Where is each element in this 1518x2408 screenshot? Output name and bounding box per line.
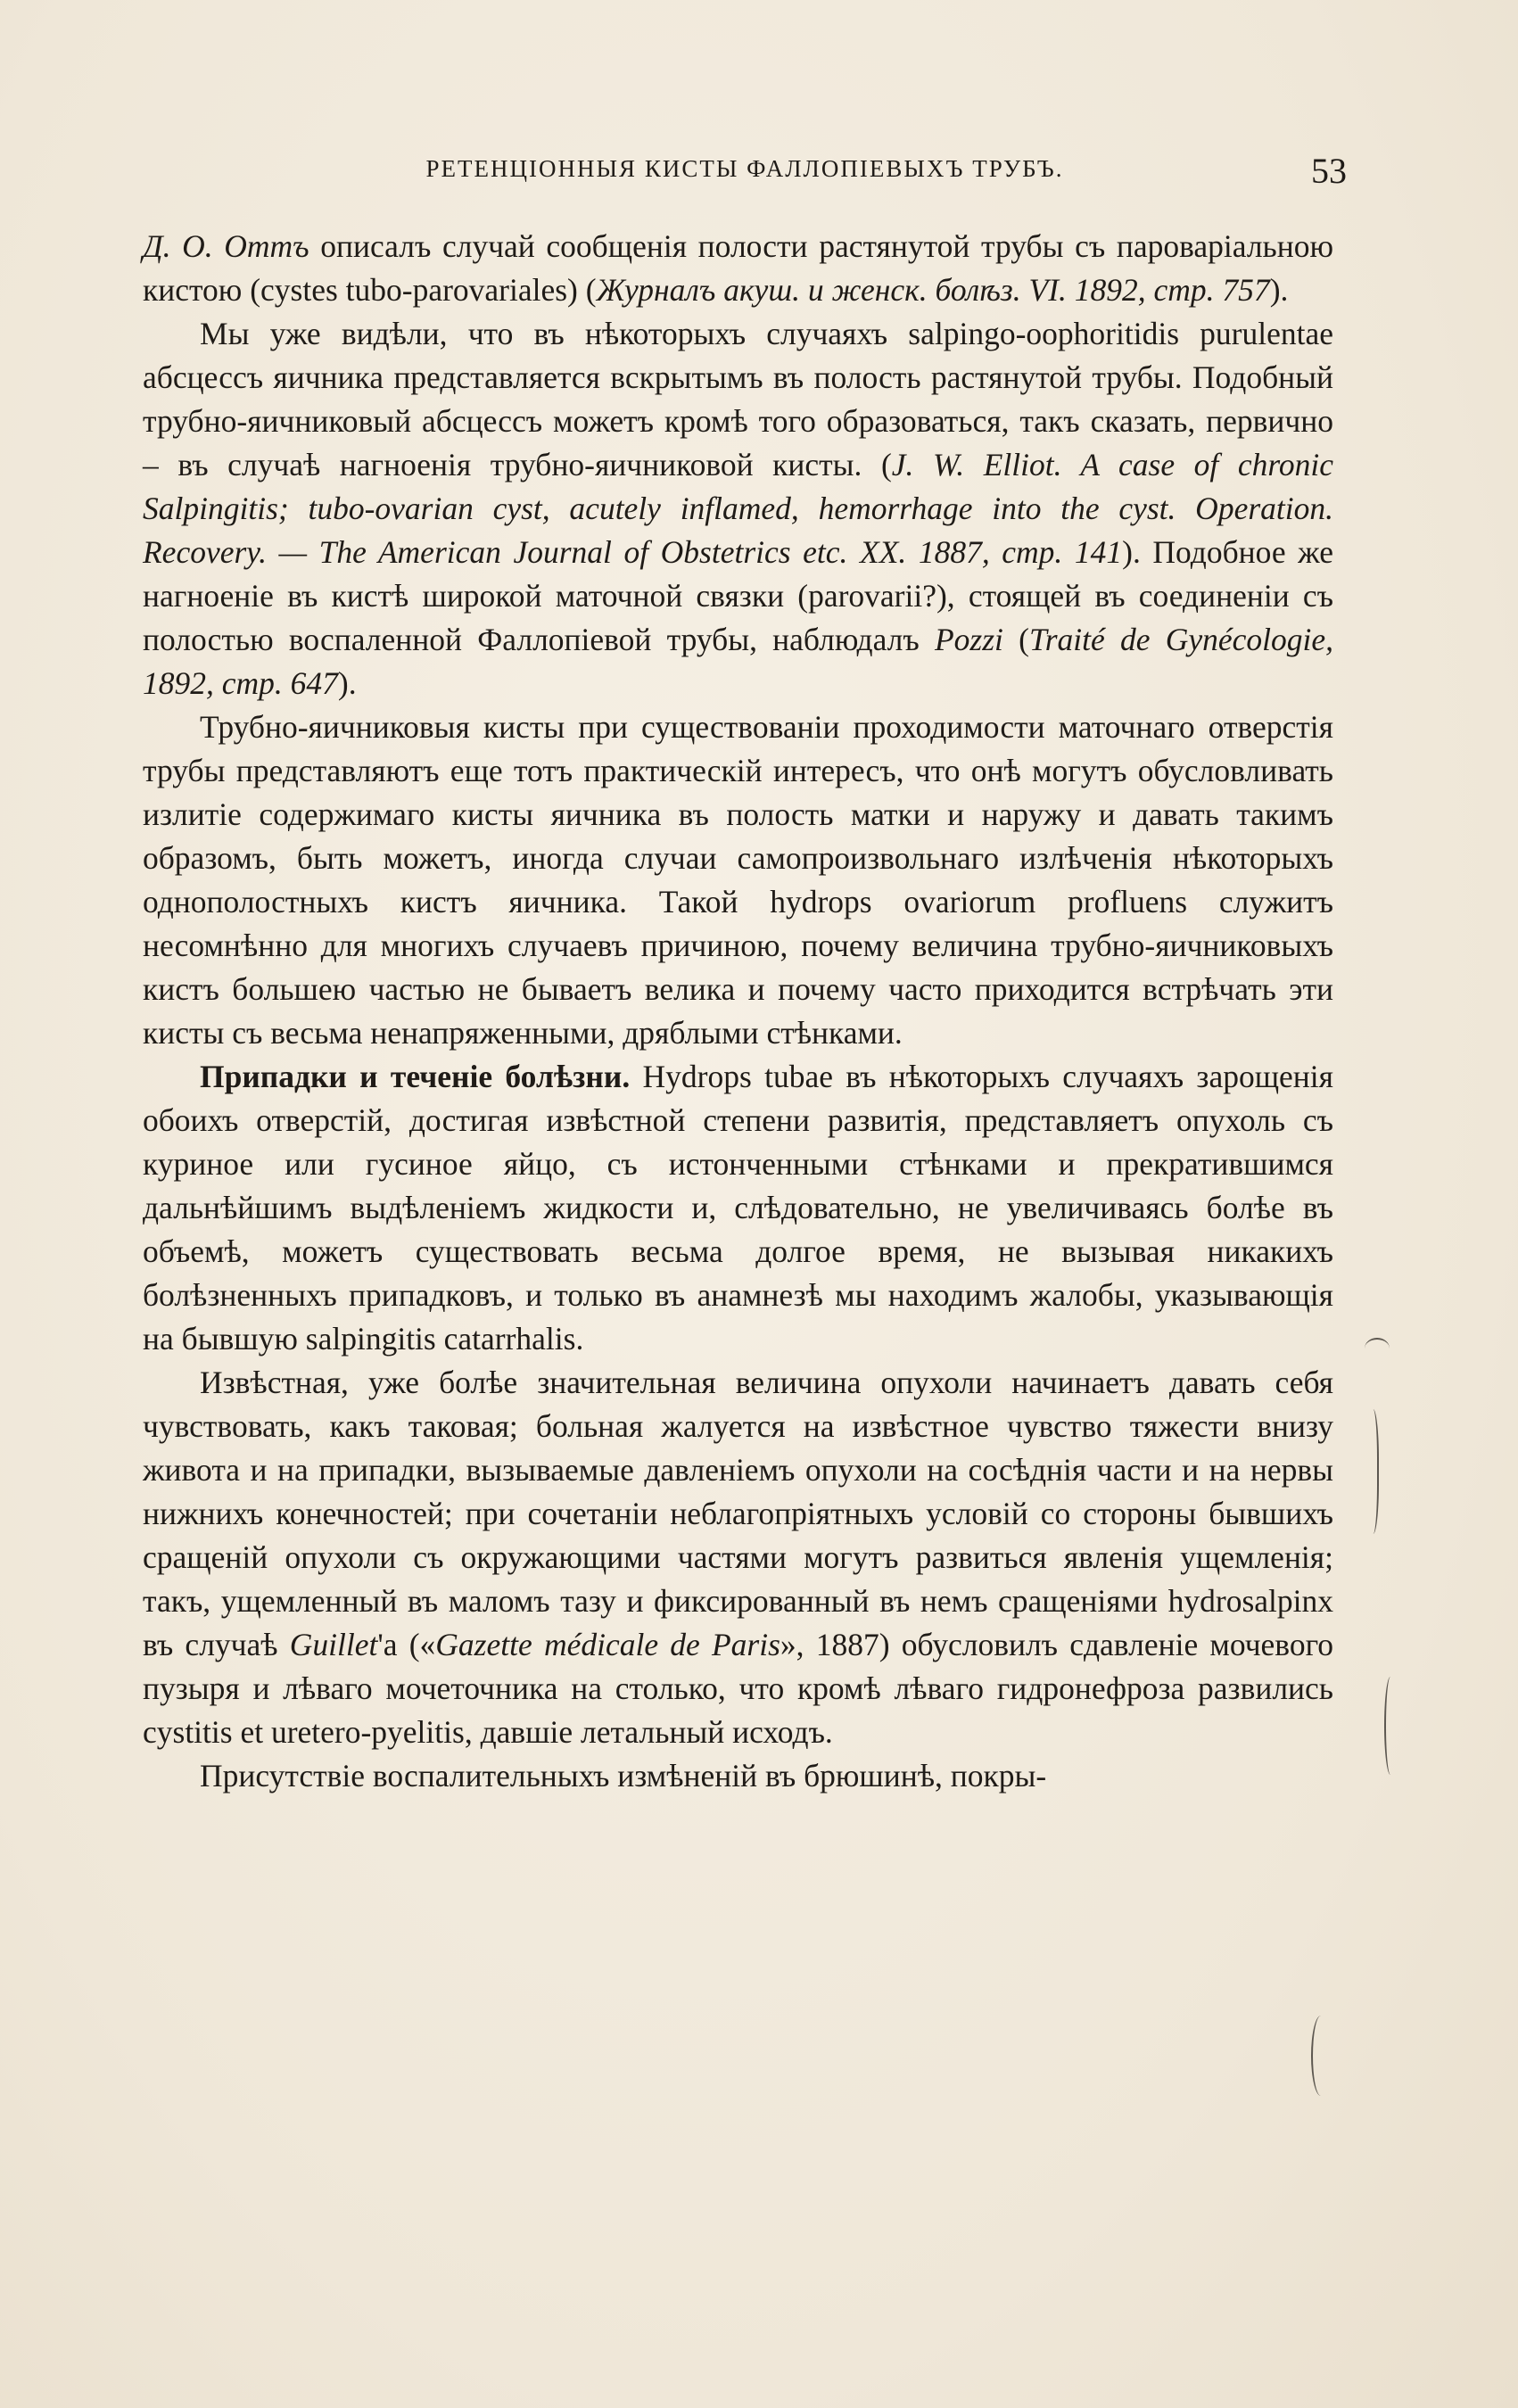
italic-citation: Guillet (289, 1627, 378, 1662)
italic-citation: Журналъ акуш. и женск. болѣз. VI. 1892, стр. 757 (596, 272, 1270, 308)
text-segment: Извѣстная, уже болѣе значительная величина опухоли начинаетъ давать себя чувствовать, какъ таковая; больная жалуется на извѣстное чувство тяжести внизу живота и на припадки, вызываемые давленіемъ опухоли на сосѣднія части и на нервы нижнихъ конечностей; при сочетаніи неблагопріятныхъ условій со стороны бывшихъ сращеній опухоли съ окружающими частями могутъ развиться явленія ущемленія; такъ, ущемленный въ маломъ тазу и фиксированный въ немъ сращеніями hydrosalpinx въ случаѣ (143, 1365, 1333, 1662)
text-segment: Присутствіе воспалительныхъ измѣненій въ брюшинѣ, покры- (200, 1758, 1047, 1794)
text-segment: 'а (« (377, 1627, 436, 1662)
italic-citation: Traité de Gynécologie, 1892, стр. 647 (143, 622, 1333, 701)
body-text (143, 225, 1333, 1798)
italic-citation: Д. О. Оттъ (143, 228, 309, 264)
paragraph (143, 1361, 1333, 1754)
text-segment: ). (337, 665, 357, 701)
italic-citation: Gazette médicale de Paris (435, 1627, 780, 1662)
pencil-margin-mark (1365, 1409, 1379, 1534)
text-segment: ( (1002, 622, 1029, 657)
section-heading: Припадки и теченіе болѣзни. (200, 1059, 631, 1094)
running-head (143, 150, 1347, 194)
pencil-margin-mark (1365, 1338, 1390, 1359)
text-segment: ). (1269, 272, 1289, 308)
text-segment: описалъ случай сообщенія полости растянутой трубы съ пароваріальною кистою (cystes tubo-parovariales) ( (143, 228, 1333, 308)
paragraph (143, 1754, 1333, 1798)
italic-citation: Pozzi (934, 622, 1003, 657)
text-segment: », 1887) обусловилъ сдавленіе мочевого пузыря и лѣваго мочеточника на столько, что кромѣ лѣваго гидронефроза развились cystitis et uretero-pyelitis, давшіе летальный исходъ. (143, 1627, 1334, 1750)
paragraph (143, 225, 1333, 312)
pencil-margin-mark (1384, 1677, 1397, 1775)
paragraph (143, 705, 1333, 1055)
page-number: 53 (1311, 151, 1347, 191)
italic-citation: J. W. Elliot. A case of chronic Salpingitis; tubo-ovarian cyst, acutely inflamed, hemorrhage into the cyst. Operation. Recovery. — The American Journal of Obstetrics etc. XX. 1887, стр. 141 (143, 447, 1333, 570)
paragraph (143, 1055, 1333, 1361)
running-title: РЕТЕНЦІОННЫЯ КИСТЫ ФАЛЛОПІЕВЫХЪ ТРУБЪ. (425, 155, 1064, 182)
text-segment: Мы уже видѣли, что въ нѣкоторыхъ случаяхъ salpingo-oophoritidis purulentae абсцессъ яичника представляется вскрытымъ въ полость растянутой трубы. Подобный трубно-яичниковый абсцессъ можетъ кромѣ того образоваться, такъ сказать, первично – въ случаѣ нагноенія трубно-яичниковой кисты. ( (143, 316, 1333, 482)
pencil-margin-mark (1311, 2016, 1331, 2096)
paragraph (143, 312, 1333, 705)
text-segment: ). Подобное же нагноеніе въ кистѣ широкой маточной связки (parovarii?), стоящей въ соединеніи съ полостью воспаленной Фаллопіевой трубы, наблюдалъ (143, 534, 1333, 657)
text-segment: Hydrops tubae въ нѣкоторыхъ случаяхъ зарощенія обоихъ отверстій, достигая извѣстной степени развитія, представляетъ опухоль съ куриное или гусиное яйцо, съ истонченными стѣнками и прекратившимся дальнѣйшимъ выдѣленіемъ жидкости и, слѣдовательно, не увеличиваясь болѣе въ объемѣ, можетъ существовать весьма долгое время, не вызывая никакихъ болѣзненныхъ припадковъ, и только въ анамнезѣ мы находимъ жалобы, указывающія на бывшую salpingitis catarrhalis. (143, 1059, 1333, 1357)
text-segment: Трубно-яичниковыя кисты при существованіи проходимости маточнаго отверстія трубы представляютъ еще тотъ практическій интересъ, что онѣ могутъ обусловливать излитіе содержимаго кисты яичника въ полость матки и наружу и давать такимъ образомъ, быть можетъ, иногда случаи самопроизвольнаго излѣченія нѣкоторыхъ однополостныхъ кистъ яичника. Такой hydrops ovariorum profluens служитъ несомнѣнно для многихъ случаевъ причиною, почему величина трубно-яичниковыхъ кистъ большею частью не бываетъ велика и почему часто приходится встрѣчать эти кисты съ весьма ненапряженными, дряблыми стѣнками. (143, 709, 1333, 1051)
